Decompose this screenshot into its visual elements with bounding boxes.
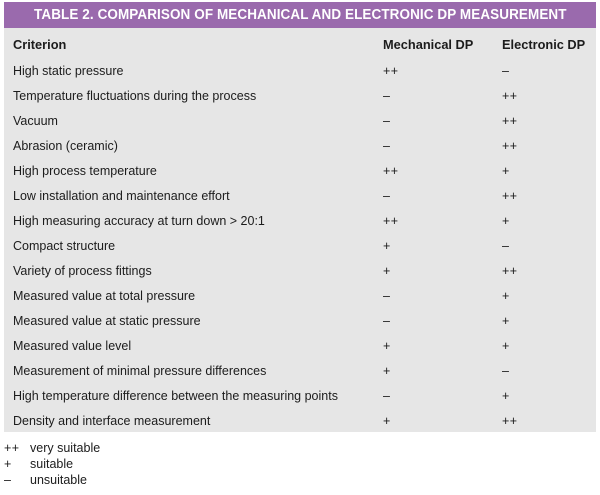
cell-mechanical-dp-rating: ++	[383, 214, 399, 228]
table-row	[4, 384, 596, 409]
table-row	[4, 59, 596, 84]
cell-mechanical-dp-rating: –	[383, 289, 391, 303]
legend-symbol: ++	[4, 441, 20, 455]
cell-mechanical-dp-rating: –	[383, 89, 391, 103]
legend-item	[4, 456, 404, 472]
cell-electronic-dp-rating: –	[502, 64, 510, 78]
cell-electronic-dp-rating: +	[502, 214, 510, 228]
column-header-row	[4, 28, 596, 59]
legend-label: unsuitable	[30, 473, 87, 487]
cell-mechanical-dp-rating: –	[383, 114, 391, 128]
cell-mechanical-dp-rating: –	[383, 314, 391, 328]
cell-criterion: Measurement of minimal pressure differences	[13, 364, 267, 378]
table-row	[4, 184, 596, 209]
cell-criterion: Measured value level	[13, 339, 132, 353]
legend-label: very suitable	[30, 441, 101, 455]
table-row	[4, 409, 596, 434]
table-row	[4, 284, 596, 309]
cell-electronic-dp-rating: ++	[502, 264, 518, 278]
cell-criterion: High process temperature	[13, 164, 157, 178]
table-row	[4, 359, 596, 384]
cell-mechanical-dp-rating: ++	[383, 64, 399, 78]
cell-criterion: Measured value at static pressure	[13, 314, 201, 328]
cell-electronic-dp-rating: ++	[502, 414, 518, 428]
cell-mechanical-dp-rating: –	[383, 189, 391, 203]
cell-electronic-dp-rating: ++	[502, 139, 518, 153]
cell-criterion: Density and interface measurement	[13, 414, 211, 428]
legend-item	[4, 440, 404, 456]
cell-electronic-dp-rating: +	[502, 164, 510, 178]
table-row	[4, 259, 596, 284]
table-row	[4, 334, 596, 359]
cell-electronic-dp-rating: –	[502, 364, 510, 378]
legend	[4, 440, 404, 488]
cell-criterion: Compact structure	[13, 239, 116, 253]
cell-criterion: Temperature fluctuations during the process	[13, 89, 257, 103]
table-caption-title: TABLE 2. COMPARISON OF MECHANICAL AND ELECTRONIC DP MEASUREMENT	[33, 6, 567, 23]
cell-criterion: High measuring accuracy at turn down > 20:1	[13, 214, 265, 228]
cell-electronic-dp-rating: +	[502, 314, 510, 328]
cell-electronic-dp-rating: ++	[502, 89, 518, 103]
cell-electronic-dp-rating: +	[502, 289, 510, 303]
cell-electronic-dp-rating: ++	[502, 114, 518, 128]
table-header-row	[4, 28, 596, 59]
cell-mechanical-dp-rating: +	[383, 339, 391, 353]
cell-criterion: Variety of process fittings	[13, 264, 152, 278]
cell-electronic-dp-rating: –	[502, 239, 510, 253]
cell-criterion: Measured value at total pressure	[13, 289, 196, 303]
cell-mechanical-dp-rating: –	[383, 389, 391, 403]
table-row	[4, 234, 596, 259]
cell-electronic-dp-rating: +	[502, 389, 510, 403]
cell-criterion: High temperature difference between the measuring points	[13, 389, 338, 403]
cell-mechanical-dp-rating: +	[383, 239, 391, 253]
cell-criterion: Abrasion (ceramic)	[13, 139, 118, 153]
table-row	[4, 159, 596, 184]
cell-criterion: Vacuum	[13, 114, 58, 128]
column-header-mechanical-dp: Mechanical DP	[383, 37, 474, 52]
cell-criterion: High static pressure	[13, 64, 124, 78]
legend-label: suitable	[30, 457, 74, 471]
table-row	[4, 109, 596, 134]
table-row	[4, 84, 596, 109]
cell-electronic-dp-rating: ++	[502, 189, 518, 203]
table-row	[4, 209, 596, 234]
legend-item	[4, 472, 404, 488]
cell-mechanical-dp-rating: ++	[383, 164, 399, 178]
column-header-criterion: Criterion	[13, 37, 67, 52]
cell-criterion: Low installation and maintenance effort	[13, 189, 230, 203]
table-caption-bar	[4, 2, 596, 28]
cell-mechanical-dp-rating: +	[383, 264, 391, 278]
table-row	[4, 309, 596, 334]
legend-symbol: +	[4, 457, 12, 471]
comparison-table	[4, 28, 596, 434]
cell-mechanical-dp-rating: +	[383, 364, 391, 378]
table-body	[4, 28, 596, 432]
table-rows-body	[4, 59, 596, 434]
cell-mechanical-dp-rating: +	[383, 414, 391, 428]
cell-mechanical-dp-rating: –	[383, 139, 391, 153]
column-header-electronic-dp: Electronic DP	[502, 37, 586, 52]
legend-symbol: –	[4, 473, 12, 487]
cell-electronic-dp-rating: +	[502, 339, 510, 353]
table-row	[4, 134, 596, 159]
